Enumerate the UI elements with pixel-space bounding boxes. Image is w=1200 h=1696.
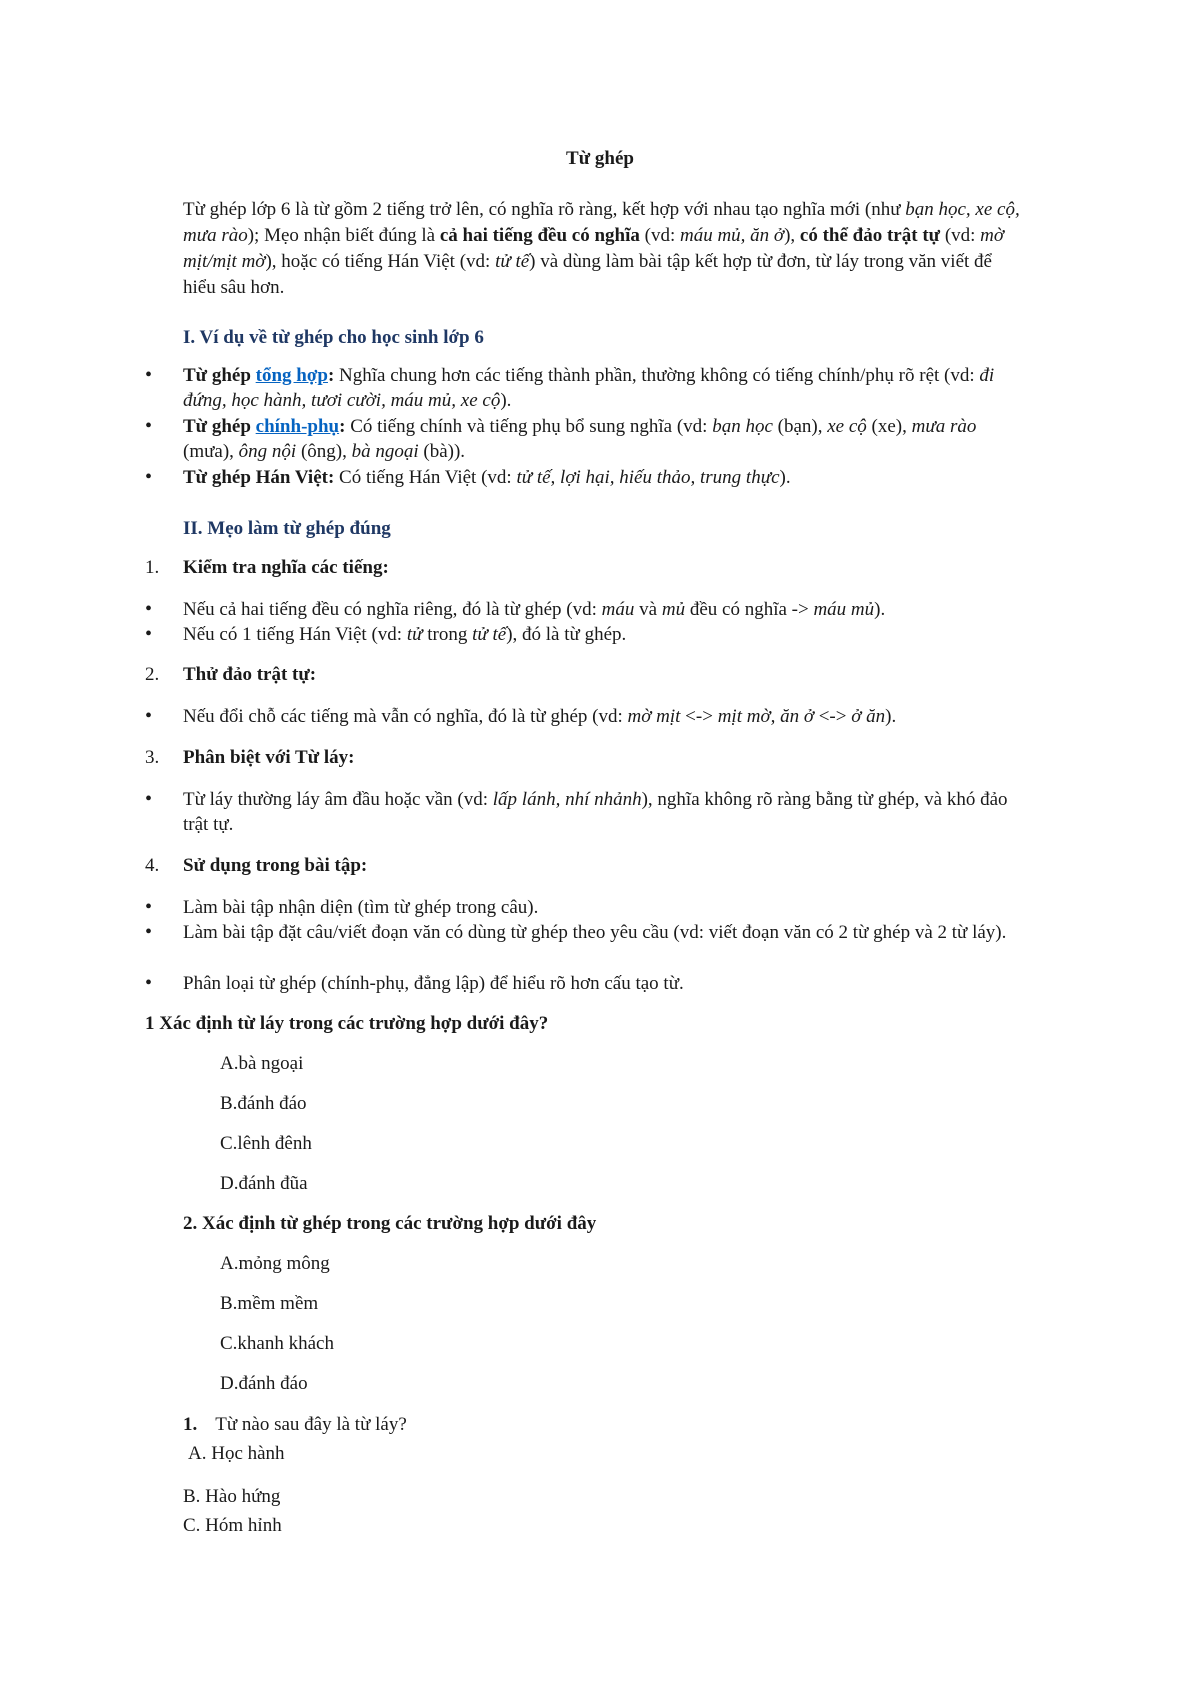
bullet-example: tử tế, lợi hại, hiếu thảo, trung thực	[516, 467, 780, 488]
intro-text: (vd:	[940, 225, 981, 246]
q2-option-a: A.mỏng mông	[220, 1253, 330, 1274]
bullet-item-chinh-phu	[183, 414, 1023, 464]
tip-title: Kiểm tra nghĩa các tiếng:	[183, 557, 389, 578]
bullet-example: máu mủ	[813, 599, 875, 620]
q3-option-a: A. Học hành	[188, 1443, 285, 1464]
bullet-text: Nếu đổi chỗ các tiếng mà vẫn có nghĩa, đó là từ ghép (vd:	[183, 706, 628, 727]
intro-text: (vd:	[639, 225, 680, 246]
bullet-text: <->	[680, 706, 718, 727]
intro-bold: cả hai tiếng đều có nghĩa	[439, 225, 640, 246]
bullet-text: (bà)).	[418, 441, 466, 462]
q1-option-c: C.lênh đênh	[220, 1133, 312, 1154]
bullet-text: đều có nghĩa ->	[685, 599, 814, 620]
bullet-example: bà ngoại	[351, 441, 419, 462]
intro-example: máu mủ, ăn ở	[679, 225, 785, 246]
bullet-text: Nếu cả hai tiếng đều có nghĩa riêng, đó là từ ghép (vd:	[183, 599, 602, 620]
intro-example: bạn học, xe cộ, mưa rào	[183, 199, 1020, 246]
tip-title: Sử dụng trong bài tập:	[183, 855, 368, 876]
bullet-text: Nghĩa chung hơn các tiếng thành phần, thường không có tiếng chính/phụ rõ rệt (vd:	[334, 365, 980, 386]
bullet-text: (xe),	[866, 416, 912, 437]
q2-option-c: C.khanh khách	[220, 1333, 334, 1354]
tip-heading	[145, 663, 317, 688]
tip-bullet: • Làm bài tập nhận diện (tìm từ ghép trong câu).	[183, 895, 1023, 920]
tip-title: Thử đảo trật tự:	[183, 664, 317, 685]
q3-option-b: B. Hào hứng	[183, 1486, 281, 1507]
tip-number: 3.	[145, 747, 160, 768]
bullet-text: <->	[813, 706, 852, 727]
bullet-text: ).	[874, 599, 886, 620]
link-tong-hop[interactable]: tổng hợp	[255, 365, 328, 386]
section1-heading: I. Ví dụ về từ ghép cho học sinh lớp 6	[183, 327, 484, 348]
bullet-text: (mưa),	[183, 441, 239, 462]
bullet-lead: Từ ghép	[183, 365, 256, 386]
bullet-colon: :	[339, 416, 346, 437]
intro-bold: có thể đảo trật tự	[799, 225, 941, 246]
bullet-lead: Từ ghép Hán Việt:	[183, 467, 335, 488]
page-title: Từ ghép	[566, 148, 634, 169]
bullet-text: Từ láy thường láy âm đầu hoặc vần (vd:	[183, 789, 493, 810]
intro-example: tử tế	[495, 251, 530, 272]
tip-bullet	[183, 622, 1023, 647]
tip-bullet: • Làm bài tập đặt câu/viết đoạn văn có dùng từ ghép theo yêu cầu (vd: viết đoạn văn có 2 từ ghép và 2 từ láy).	[183, 920, 1023, 945]
bullet-example: lấp lánh, nhí nhảnh	[492, 789, 642, 810]
bullet-text: (ông),	[296, 441, 352, 462]
section2-heading: II. Mẹo làm từ ghép đúng	[183, 518, 391, 539]
intro-text: ),	[784, 225, 800, 246]
bullet-example: tử tế	[472, 624, 507, 645]
bullet-example: bạn học	[712, 416, 773, 437]
intro-text: ); Mẹo nhận biết đúng là	[247, 225, 440, 246]
bullet-text: ).	[885, 706, 897, 727]
tip-title: Phân biệt với Từ láy:	[183, 747, 355, 768]
bullet-example: mịt mờ, ăn ở	[717, 706, 814, 727]
question-3	[183, 1413, 407, 1438]
q1-option-b: B.đánh đáo	[220, 1093, 307, 1114]
bullet-example: ông nội	[238, 441, 297, 462]
tip-bullet: • Phân loại từ ghép (chính-phụ, đẳng lập) để hiểu rõ hơn cấu tạo từ.	[183, 971, 1023, 996]
bullet-text: và	[634, 599, 662, 620]
tip-heading	[145, 556, 389, 581]
link-chinh-phu[interactable]: chính-phụ	[255, 416, 340, 437]
tip-bullet	[183, 704, 1023, 729]
bullet-item-tong-hop	[183, 363, 1023, 413]
question-number: 1.	[183, 1414, 198, 1435]
bullet-colon: :	[327, 365, 335, 386]
bullet-example: mờ mịt	[627, 706, 681, 727]
bullet-text: ), nghĩa không rõ ràng bằng từ ghép, và khó đảo trật tự.	[183, 789, 1008, 835]
bullet-text: (bạn),	[772, 416, 828, 437]
bullet-example: tử	[406, 624, 423, 645]
bullet-example: đi đứng, học hành, tươi cười, máu mủ, xe cộ	[183, 365, 995, 411]
q2-option-b: B.mềm mềm	[220, 1293, 319, 1314]
intro-text: ), hoặc có tiếng Hán Việt (vd:	[265, 251, 496, 272]
bullet-example: máu	[601, 599, 635, 620]
question-2: 2. Xác định từ ghép trong các trường hợp dưới đây	[183, 1213, 597, 1234]
intro-text: Từ ghép lớp 6 là từ gồm 2 tiếng trở lên, có nghĩa rõ ràng, kết hợp với nhau tạo nghĩa mới (như	[183, 199, 906, 220]
intro-text: ) và dùng làm bài tập kết hợp từ đơn, từ láy trong văn viết để hiểu sâu hơn.	[183, 251, 992, 298]
bullet-text: Có tiếng chính và tiếng phụ bổ sung nghĩa (vd:	[345, 416, 713, 437]
tip-bullet	[183, 597, 1023, 622]
bullet-example: mủ	[661, 599, 686, 620]
bullet-text: Nếu có 1 tiếng Hán Việt (vd:	[183, 624, 407, 645]
q2-option-d: D.đánh đáo	[220, 1373, 308, 1394]
bullet-text: Có tiếng Hán Việt (vd:	[334, 467, 517, 488]
q3-option-c: C. Hóm hỉnh	[183, 1515, 282, 1536]
intro-example: mờ mịt/mịt mờ	[183, 225, 1005, 272]
question-text: Từ nào sau đây là từ láy?	[215, 1414, 407, 1435]
bullet-item-han-viet	[183, 465, 1023, 490]
bullet-example: xe cộ	[827, 416, 867, 437]
tip-number: 2.	[145, 664, 160, 685]
bullet-text: ).	[500, 390, 512, 411]
bullet-example: ở ăn	[851, 706, 886, 727]
q1-option-d: D.đánh đũa	[220, 1173, 308, 1194]
bullet-text: trong	[422, 624, 473, 645]
bullet-lead: Từ ghép	[183, 416, 256, 437]
intro-paragraph	[183, 197, 1023, 301]
bullet-text: ).	[779, 467, 791, 488]
tip-heading	[145, 854, 368, 879]
bullet-text: ), đó là từ ghép.	[506, 624, 627, 645]
tip-number: 4.	[145, 855, 160, 876]
question-1: 1 Xác định từ láy trong các trường hợp dưới đây?	[145, 1013, 549, 1034]
tip-heading	[145, 746, 355, 771]
q1-option-a: A.bà ngoại	[220, 1053, 304, 1074]
tip-bullet	[183, 787, 1023, 837]
bullet-example: mưa rào	[911, 416, 977, 437]
tip-number: 1.	[145, 557, 160, 578]
